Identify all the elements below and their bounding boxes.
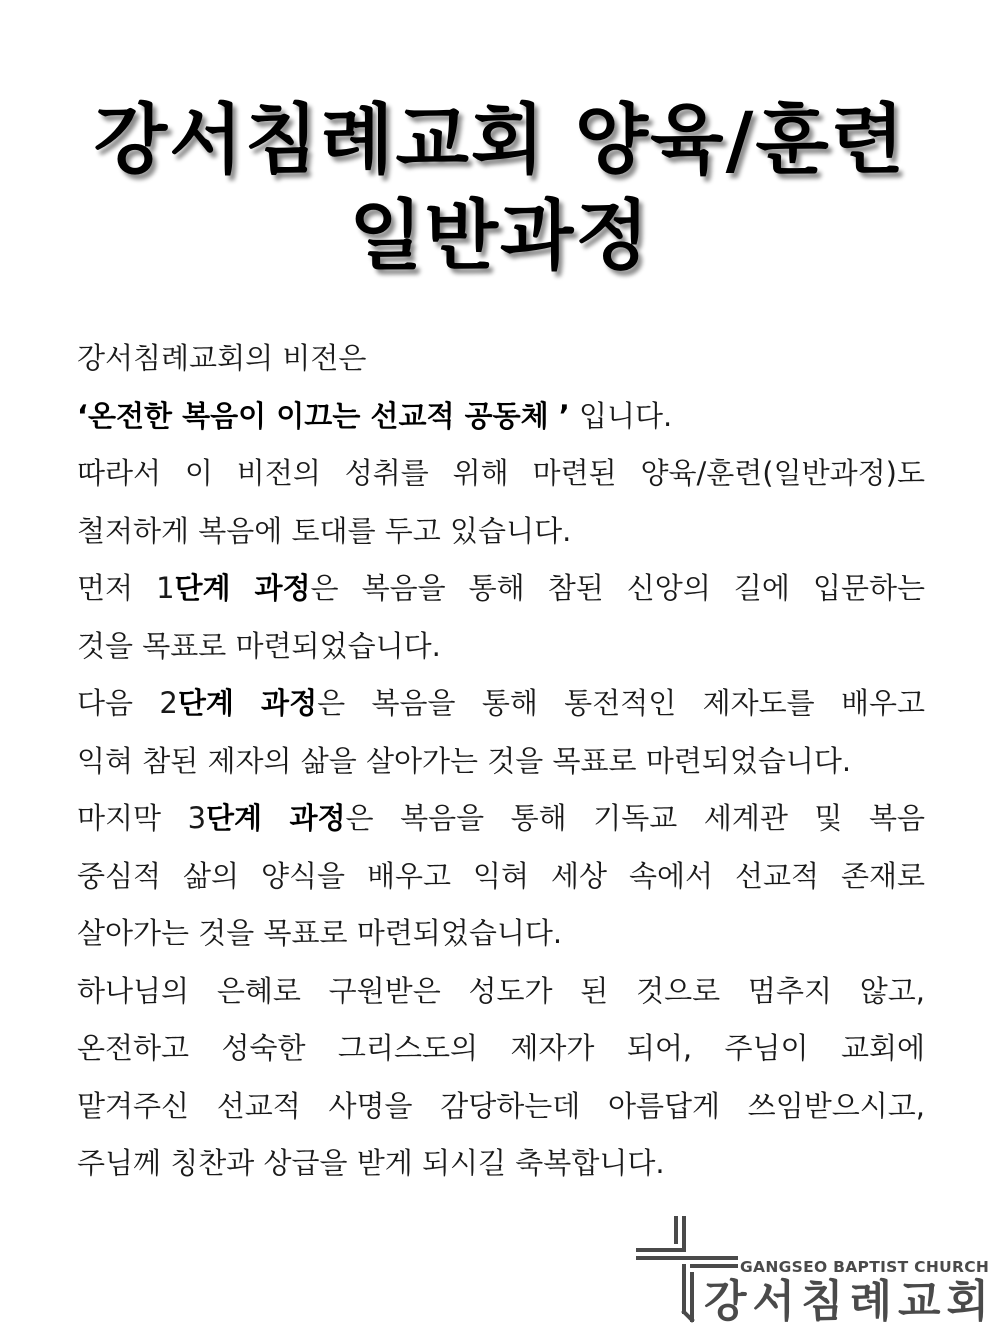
body-line-12: 하나님의 은혜로 구원받은 성도가 된 것으로 멈추지 않고, (77, 973, 925, 1008)
stage3-label: 단계 과정 (206, 801, 346, 835)
body-line-13: 온전하고 성숙한 그리스도의 제자가 되어, 주님이 교회에 (77, 1031, 925, 1065)
stage3-prefix: 마지막 3 (77, 801, 207, 835)
body-line-7 (77, 675, 925, 733)
body-line-3: 따라서 이 비전의 성취를 위해 마련된 양육/훈련(일반과정)도 (77, 456, 925, 490)
body-text (77, 330, 925, 1193)
stage1-prefix: 먼저 1 (77, 571, 175, 605)
stage3-text: 은 복음을 통해 기독교 세계관 및 복음 (345, 801, 925, 835)
church-logo (632, 1212, 996, 1330)
vision-suffix: 입니다. (569, 398, 673, 433)
body-line-11: 살아가는 것을 목표로 마련되었습니다. (77, 916, 563, 950)
body-line-8: 익혀 참된 제자의 삶을 살아가는 것을 목표로 마련되었습니다. (77, 743, 852, 778)
body-line-4: 철저하게 복음에 토대를 두고 있습니다. (77, 513, 572, 548)
title-line-2: 일반과정 (349, 191, 651, 280)
body-line-1: 강서침례교회의 비전은 (77, 341, 367, 375)
page-title (0, 92, 1000, 284)
body-line-9 (77, 790, 925, 848)
stage1-text: 은 복음을 통해 참된 신앙의 길에 입문하는 (310, 571, 925, 605)
stage2-label: 단계 과정 (177, 686, 318, 720)
body-line-10: 중심적 삶의 양식을 배우고 익혀 세상 속에서 선교적 존재로 (77, 858, 925, 893)
stage2-prefix: 다음 2 (77, 686, 178, 720)
title-line-1: 강서침례교회 양육/훈련 (93, 95, 907, 184)
body-line-5 (77, 560, 925, 618)
logo-korean-name: 강서침례교회 (704, 1276, 996, 1327)
stage2-text: 은 복음을 통해 통전적인 제자도를 배우고 (317, 686, 925, 720)
body-line-2 (77, 388, 925, 446)
body-line-6: 것을 목표로 마련되었습니다. (77, 628, 441, 663)
vision-phrase: ‘온전한 복음이 이끄는 선교적 공동체 ’ (77, 398, 570, 433)
stage1-label: 단계 과정 (174, 571, 311, 605)
body-line-15: 주님께 칭찬과 상급을 받게 되시길 축복합니다. (77, 1146, 665, 1180)
logo-english-name: GANGSEO BAPTIST CHURCH (740, 1258, 990, 1276)
body-line-14: 맡겨주신 선교적 사명을 감당하는데 아름답게 쓰임받으시고, (77, 1088, 925, 1123)
